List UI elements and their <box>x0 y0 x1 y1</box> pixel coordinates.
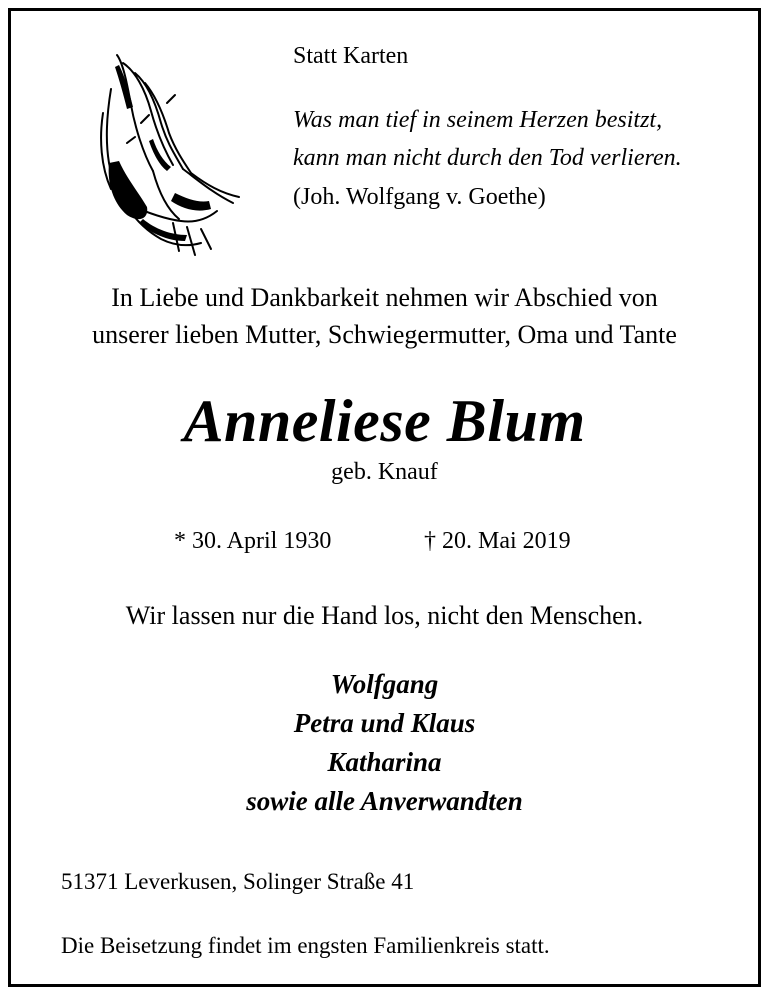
birth-date: * 30. April 1930 <box>174 528 332 554</box>
deceased-name: Anneliese Blum <box>183 388 586 454</box>
quote-line-2: kann man nicht durch den Tod verlieren. <box>293 145 682 171</box>
burial-notice: Die Beisetzung findet im engsten Familienkreis statt. <box>61 933 550 958</box>
family-member: Petra und Klaus <box>293 708 476 738</box>
born-name: geb. Knauf <box>331 459 438 485</box>
family-member: Wolfgang <box>330 669 439 699</box>
death-date: † 20. Mai 2019 <box>424 528 571 554</box>
motto: Wir lassen nur die Hand los, nicht den Menschen. <box>125 601 644 630</box>
intro-line-2: unserer lieben Mutter, Schwiegermutter, Oma und Tante <box>92 320 677 349</box>
family-relatives: sowie alle Anverwandten <box>246 786 523 816</box>
address: 51371 Leverkusen, Solinger Straße 41 <box>61 869 415 894</box>
quote-line-1: Was man tief in seinem Herzen besitzt, <box>293 107 663 133</box>
obituary-notice <box>8 8 761 987</box>
family-member: Katharina <box>327 747 442 777</box>
intro-line-1: In Liebe und Dankbarkeit nehmen wir Abschied von <box>111 283 658 312</box>
praying-hands-icon <box>83 43 243 263</box>
quote-author: (Joh. Wolfgang v. Goethe) <box>293 184 546 210</box>
header-title: Statt Karten <box>293 43 409 69</box>
